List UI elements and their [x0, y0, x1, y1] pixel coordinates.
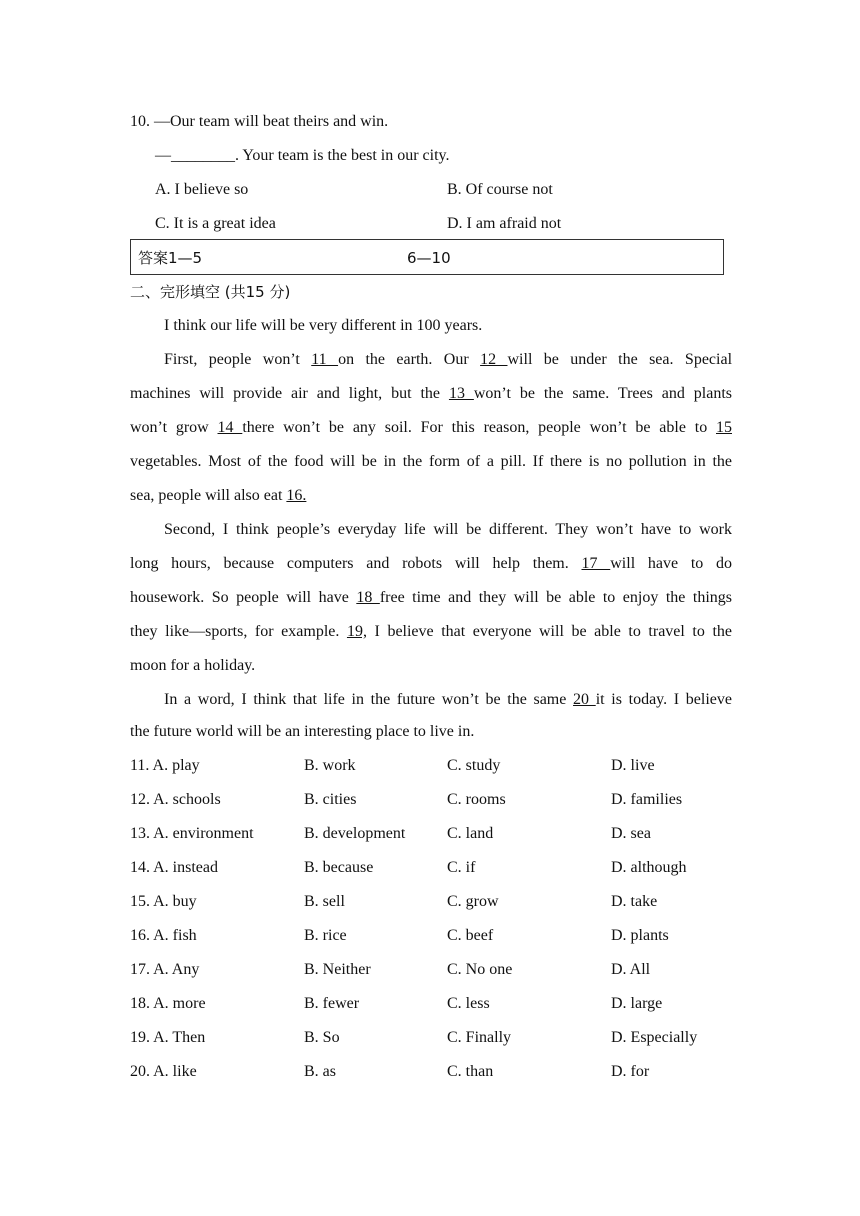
- section-title: 二、完形填空 (共15 分): [130, 283, 291, 301]
- option-q18-d: D. large: [611, 995, 663, 1012]
- option-q19-c: C. Finally: [447, 1029, 512, 1046]
- q10-stem: 10. —Our team will beat theirs and win.: [130, 113, 389, 130]
- option-q20-c: C. than: [447, 1063, 494, 1080]
- q10-option-b: B. Of course not: [447, 181, 553, 198]
- option-q17-b: B. Neither: [304, 961, 371, 978]
- option-q18-b: B. fewer: [304, 995, 360, 1012]
- option-q18-c: C. less: [447, 995, 490, 1012]
- q10-option-a: A. I believe so: [155, 181, 249, 198]
- blank-14: 14: [217, 419, 243, 436]
- option-q14-d: D. although: [611, 859, 687, 876]
- option-q13-d: D. sea: [611, 825, 651, 842]
- option-q13-c: C. land: [447, 825, 494, 842]
- passage-line: the future world will be an interesting place to live in.: [130, 723, 475, 740]
- q10-option-d: D. I am afraid not: [447, 215, 562, 232]
- option-q17-d: D. All: [611, 961, 651, 978]
- option-q16-b: B. rice: [304, 927, 347, 944]
- blank-16: 16.: [286, 487, 307, 504]
- option-q11-c: C. study: [447, 757, 501, 774]
- option-q20-b: B. as: [304, 1063, 336, 1080]
- passage-line: machines will provide air and light, but the 13 won’t be the same. Trees and plants: [130, 385, 733, 402]
- blank-15: 15: [716, 419, 732, 436]
- q10-reply: —________. Your team is the best in our city.: [155, 147, 450, 164]
- passage-line: sea, people will also eat 16.: [130, 487, 307, 504]
- option-q13-b: B. development: [304, 825, 406, 842]
- passage-line: they like—sports, for example. 19, I believe that everyone will be able to travel to the: [130, 623, 732, 640]
- option-q16-d: D. plants: [611, 927, 669, 944]
- passage-line: moon for a holiday.: [130, 657, 256, 674]
- blank-13: 13: [448, 385, 474, 402]
- passage-line: vegetables. Most of the food will be in the form of a pill. If there is no pollution in the: [130, 453, 732, 470]
- option-q19-b: B. So: [304, 1029, 340, 1046]
- option-q15-b: B. sell: [304, 893, 345, 910]
- option-q16-c: C. beef: [447, 927, 494, 944]
- option-q18-a: 18. A. more: [130, 995, 206, 1012]
- option-q15-a: 15. A. buy: [130, 893, 197, 910]
- option-q19-a: 19. A. Then: [130, 1029, 206, 1046]
- option-q20-a: 20. A. like: [130, 1063, 197, 1080]
- passage-line: Second, I think people’s everyday life will be different. They won’t have to work: [164, 521, 732, 538]
- passage-line: First, people won’t 11 on the earth. Our 12 will be under the sea. Special: [164, 351, 733, 368]
- blank-11: 11: [311, 351, 339, 368]
- option-q16-a: 16. A. fish: [130, 927, 197, 944]
- option-q12-a: 12. A. schools: [130, 791, 221, 808]
- blank-19: 19,: [346, 623, 367, 640]
- blank-17: 17: [581, 555, 611, 572]
- passage-line: won’t grow 14 there won’t be any soil. For this reason, people won’t be able to 15: [130, 419, 732, 436]
- option-q12-b: B. cities: [304, 791, 357, 808]
- passage-line: In a word, I think that life in the future won’t be the same 20 it is today. I believe: [164, 691, 733, 708]
- option-q14-a: 14. A. instead: [130, 859, 218, 876]
- option-q13-a: 13. A. environment: [130, 825, 254, 842]
- option-q11-a: 11. A. play: [130, 757, 200, 774]
- option-q17-c: C. No one: [447, 961, 513, 978]
- answer-box: [130, 239, 724, 275]
- option-q19-d: D. Especially: [611, 1029, 698, 1046]
- answer-label-1-5: 答案1—5: [138, 249, 203, 267]
- option-q15-c: C. grow: [447, 893, 499, 910]
- blank-12: 12: [480, 351, 508, 368]
- option-q17-a: 17. A. Any: [130, 961, 200, 978]
- q10-option-c: C. It is a great idea: [155, 215, 276, 232]
- option-q14-b: B. because: [304, 859, 374, 876]
- passage-p1: I think our life will be very different in 100 years.: [164, 317, 483, 334]
- option-q12-c: C. rooms: [447, 791, 506, 808]
- option-q20-d: D. for: [611, 1063, 650, 1080]
- option-q12-d: D. families: [611, 791, 683, 808]
- option-q14-c: C. if: [447, 859, 476, 876]
- passage-line: housework. So people will have 18 free time and they will be able to enjoy the things: [130, 589, 733, 606]
- blank-20: 20: [573, 691, 596, 708]
- blank-18: 18: [356, 589, 380, 606]
- option-q15-d: D. take: [611, 893, 658, 910]
- passage-line: long hours, because computers and robots will help them. 17 will have to do: [130, 555, 733, 572]
- answer-label-6-10: 6—10: [407, 249, 451, 267]
- option-q11-b: B. work: [304, 757, 356, 774]
- option-q11-d: D. live: [611, 757, 655, 774]
